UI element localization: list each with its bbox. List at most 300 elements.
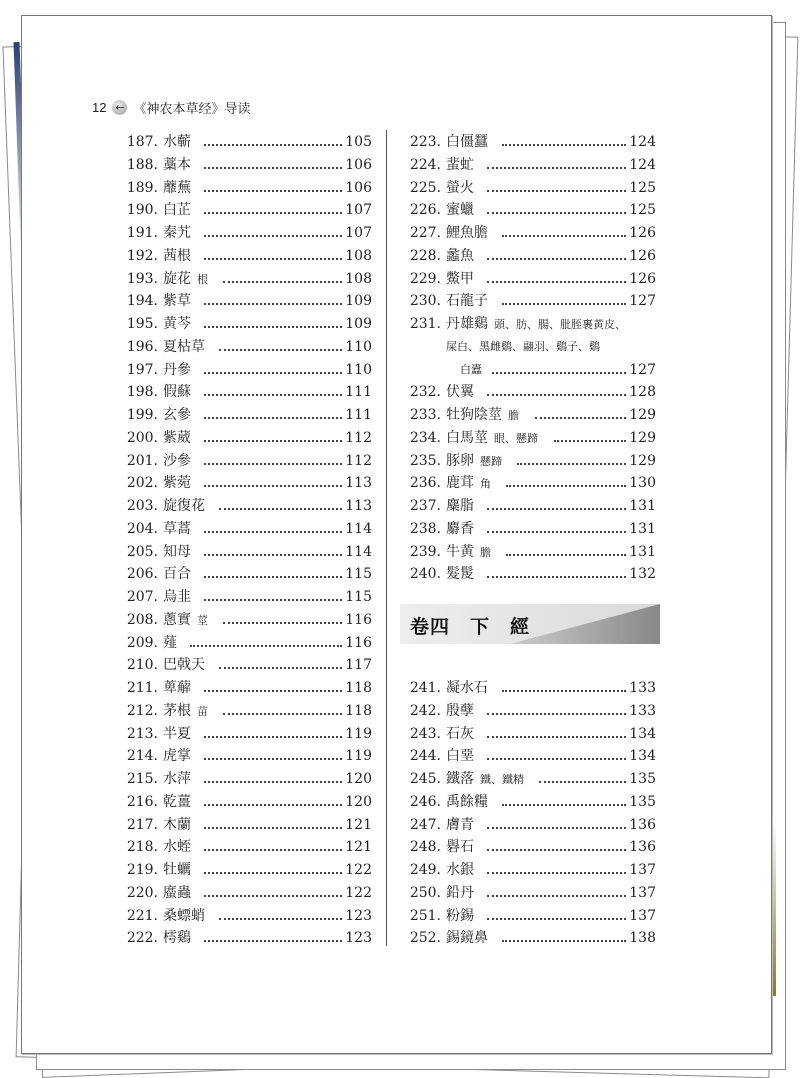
entry-number: 213. [126, 725, 158, 742]
entry-title: 虎掌 [163, 748, 191, 765]
entry-page: 112 [345, 429, 372, 446]
entry-title: 黄芩 [163, 316, 191, 332]
entry-number: 202. [126, 475, 158, 492]
toc-entry-continued[interactable] [0, 360, 800, 380]
entry-number: 240. [409, 566, 441, 583]
entry-page: 131 [629, 543, 656, 560]
entry-name [446, 883, 474, 903]
entry-title: 牡蠣 [163, 862, 191, 878]
toc-entry[interactable] [0, 678, 800, 698]
toc-entry[interactable] [0, 132, 800, 152]
entry-title: 殷孽 [446, 702, 474, 719]
dot-leader [506, 485, 626, 487]
entry-page: 135 [629, 793, 656, 810]
entry-page: 137 [629, 862, 656, 878]
entry-name [446, 451, 502, 472]
entry-name [446, 769, 524, 790]
entry-number: 252. [409, 930, 441, 947]
entry-title: 沙參 [163, 452, 191, 469]
entry-number: 203. [126, 498, 158, 514]
entry-page: 108 [345, 247, 372, 264]
dot-leader [492, 372, 626, 374]
entry-number: 206. [126, 566, 158, 583]
entry-title: 螢火 [446, 179, 474, 196]
entry-page: 112 [345, 452, 372, 469]
entry-note: 苗 [197, 704, 208, 718]
entry-page: 131 [629, 520, 656, 537]
toc-entry[interactable] [0, 223, 800, 243]
entry-page: 129 [629, 452, 656, 469]
entry-title: 牛黄 [446, 543, 474, 560]
entry-name [446, 496, 474, 516]
entry-number: 243. [409, 725, 441, 742]
entry-name [446, 246, 474, 266]
book-title: 《神农本草经》导读 [133, 102, 251, 117]
entry-number: 210. [126, 657, 158, 674]
entry-name [446, 542, 491, 563]
dot-leader [502, 235, 627, 237]
dot-leader [502, 303, 627, 305]
entry-page: 137 [629, 907, 656, 924]
toc-entry[interactable] [0, 200, 800, 220]
entry-title: 石龍子 [446, 293, 488, 310]
dot-leader [487, 212, 626, 214]
entry-name [446, 678, 488, 698]
entry-title: 麝香 [446, 520, 474, 537]
entry-title: 假蘇 [163, 384, 191, 401]
dot-leader [487, 258, 626, 260]
entry-name [446, 132, 488, 152]
entry-title: 蠡魚 [446, 247, 474, 264]
entry-page: 123 [345, 907, 372, 924]
entry-title: 蜜蠟 [446, 202, 474, 219]
entry-page: 127 [629, 361, 656, 378]
toc-entry[interactable] [0, 701, 800, 721]
entry-name [163, 587, 191, 607]
entry-title: 白芷 [163, 202, 191, 219]
entry-page: 107 [345, 225, 372, 241]
dot-leader [223, 622, 342, 624]
entry-number: 227. [409, 225, 441, 241]
entry-title: 水銀 [446, 862, 474, 878]
dot-leader [487, 918, 626, 920]
entry-title: 蘼蕪 [163, 179, 191, 196]
toc-entry[interactable] [0, 178, 800, 198]
entry-number: 197. [126, 361, 158, 378]
entry-title: 白堊 [446, 748, 474, 765]
dot-leader [487, 849, 626, 851]
entry-name [446, 701, 474, 721]
entry-name [446, 178, 474, 198]
entry-note: 眼、懸蹄 [494, 431, 538, 445]
entry-page: 125 [629, 202, 656, 219]
dot-leader [487, 576, 626, 578]
entry-number: 200. [126, 429, 158, 446]
entry-title: 錫鏡鼻 [446, 930, 488, 947]
entry-title: 鹿茸 [446, 475, 474, 492]
entry-title: 秦艽 [163, 225, 191, 241]
entry-page: 110 [345, 361, 372, 378]
entry-number: 233. [409, 407, 441, 423]
page-header [92, 98, 250, 117]
entry-number: 230. [409, 293, 441, 310]
entry-number: 187. [126, 134, 158, 150]
entry-note: 膽 [508, 409, 519, 422]
entry-page: 134 [629, 748, 656, 765]
entry-page: 129 [629, 429, 656, 446]
entry-page: 120 [345, 793, 372, 810]
entry-page: 119 [345, 748, 372, 765]
entry-page: 106 [345, 156, 372, 173]
entry-title: 草蒿 [163, 520, 191, 537]
entry-number: 188. [126, 156, 158, 173]
entry-page: 105 [345, 134, 372, 150]
entry-number: 245. [409, 771, 441, 787]
entry-number: 220. [126, 884, 158, 901]
entry-title: 旋復花 [163, 498, 205, 514]
entry-name [446, 564, 474, 584]
dot-leader [219, 349, 343, 351]
entry-number: 204. [126, 520, 158, 537]
entry-number: 250. [409, 884, 441, 901]
entry-number: 229. [409, 270, 441, 287]
entry-title: 丹雄鷄 [446, 316, 488, 332]
entry-page: 121 [345, 839, 372, 856]
entry-title: 萆薢 [163, 680, 191, 696]
entry-title: 禹餘糧 [446, 793, 488, 810]
entry-note-continued: 白蠹 [460, 362, 482, 376]
entry-name [446, 405, 519, 426]
entry-title: 蜚虻 [446, 156, 474, 173]
toc-entry[interactable] [0, 928, 800, 948]
entry-name [446, 314, 626, 335]
dot-leader [487, 713, 626, 715]
entry-title: 水蛭 [163, 839, 191, 856]
dot-leader [487, 872, 626, 874]
section-header-decoration [510, 604, 660, 644]
entry-page: 118 [345, 702, 372, 719]
entry-page: 124 [629, 156, 656, 173]
entry-title: 豚卵 [446, 452, 474, 469]
entry-name [446, 746, 474, 766]
entry-number: 246. [409, 793, 441, 810]
toc-entry[interactable] [0, 428, 800, 448]
entry-number: 207. [126, 589, 158, 605]
entry-number: 211. [126, 680, 158, 696]
entry-page: 114 [345, 520, 372, 537]
dot-leader [487, 531, 626, 533]
entry-number: 236. [409, 475, 441, 492]
entry-page: 128 [629, 384, 656, 401]
entry-name [446, 428, 538, 449]
entry-number: 248. [409, 839, 441, 856]
dot-leader [517, 463, 626, 465]
entry-page: 115 [345, 566, 372, 583]
entry-page: 121 [345, 816, 372, 833]
toc-entry[interactable] [0, 473, 800, 493]
entry-number: 214. [126, 748, 158, 765]
entry-number: 231. [409, 316, 441, 332]
entry-page: 134 [629, 725, 656, 742]
entry-title: 鐵落 [446, 771, 474, 787]
entry-title: 水萍 [163, 771, 191, 787]
entry-name [446, 837, 474, 857]
entry-page: 138 [629, 930, 656, 947]
section-header [400, 604, 660, 644]
dot-leader [487, 190, 626, 192]
toc-entry[interactable] [0, 246, 800, 266]
entry-title: 粉錫 [446, 907, 474, 924]
toc-entry[interactable] [0, 337, 800, 357]
entry-title: 麋脂 [446, 498, 474, 514]
entry-page: 119 [345, 725, 372, 742]
toc-entry[interactable] [0, 496, 800, 516]
entry-name [446, 519, 474, 539]
entry-number: 212. [126, 702, 158, 719]
toc-entry[interactable] [0, 860, 800, 880]
page-number: 12 [92, 100, 107, 115]
toc-entry[interactable] [0, 269, 800, 289]
entry-page: 129 [629, 407, 656, 423]
entry-number: 225. [409, 179, 441, 196]
entry-title: 烏韭 [163, 589, 191, 605]
entry-page: 132 [629, 566, 656, 583]
entry-page: 106 [345, 179, 372, 196]
entry-title: 石灰 [446, 725, 474, 742]
entry-number: 244. [409, 748, 441, 765]
entry-page: 123 [345, 930, 372, 947]
toc-entry[interactable] [0, 291, 800, 311]
dot-leader [502, 690, 627, 692]
entry-number: 191. [126, 225, 158, 241]
dot-leader [487, 167, 626, 169]
entry-title: 紫草 [163, 293, 191, 310]
entry-title: 半夏 [163, 725, 191, 742]
entry-title: 玄參 [163, 407, 191, 423]
entry-page: 136 [629, 839, 656, 856]
entry-title: 旋花 [163, 270, 191, 287]
entry-title: 牡狗陰莖 [446, 407, 502, 423]
entry-page: 116 [345, 634, 372, 651]
entry-page: 122 [345, 862, 372, 878]
entry-name [446, 200, 474, 220]
entry-number: 223. [409, 134, 441, 150]
entry-title: 薤 [163, 634, 177, 651]
entry-number: 234. [409, 429, 441, 446]
dot-leader [487, 827, 626, 829]
entry-title: 紫葳 [163, 429, 191, 446]
entry-number: 195. [126, 316, 158, 332]
dot-leader [502, 804, 627, 806]
dot-leader [506, 554, 626, 556]
entry-name [163, 655, 205, 675]
dot-leader [190, 645, 343, 647]
entry-title: 樗鷄 [163, 930, 191, 947]
entry-number: 192. [126, 247, 158, 264]
entry-number: 235. [409, 452, 441, 469]
entry-title: 木蘭 [163, 816, 191, 833]
entry-page: 127 [629, 293, 656, 310]
toc-entry[interactable] [0, 724, 800, 744]
entry-title: 白馬莖 [446, 429, 488, 446]
toc-entry[interactable] [0, 382, 800, 402]
entry-note-continued: 屎白、黑雌鷄、翮羽、鷄子、鷄 [446, 339, 600, 353]
entry-page: 111 [345, 384, 372, 401]
entry-note: 角 [480, 477, 491, 491]
entry-name [446, 269, 474, 289]
entry-number: 201. [126, 452, 158, 469]
entry-title: 茅根 [163, 702, 191, 719]
entry-page: 117 [345, 657, 372, 674]
entry-name [446, 906, 474, 926]
toc-entry[interactable] [0, 815, 800, 835]
entry-number: 222. [126, 930, 158, 947]
dot-leader [539, 781, 626, 783]
entry-title: 百合 [163, 566, 191, 583]
entry-number: 199. [126, 407, 158, 423]
entry-name [446, 382, 474, 402]
entry-number: 226. [409, 202, 441, 219]
entry-title: 夏枯草 [163, 338, 205, 355]
entry-number: 196. [126, 338, 158, 355]
entry-title: 白僵蠶 [446, 134, 488, 150]
entry-name [163, 633, 177, 653]
entry-page: 136 [629, 816, 656, 833]
entry-title: 鉛丹 [446, 884, 474, 901]
entry-number: 221. [126, 907, 158, 924]
entry-name [446, 223, 488, 243]
entry-name [163, 337, 205, 357]
entry-title: 藁本 [163, 156, 191, 173]
entry-number: 224. [409, 156, 441, 173]
entry-name [446, 815, 474, 835]
entry-name [163, 610, 208, 631]
entry-page: 125 [629, 179, 656, 196]
entry-page: 122 [345, 884, 372, 901]
entry-title: 知母 [163, 543, 191, 560]
entry-number: 217. [126, 816, 158, 833]
toc-entry[interactable] [0, 883, 800, 903]
entry-page: 130 [629, 475, 656, 492]
entry-number: 208. [126, 611, 158, 628]
entry-page: 109 [345, 293, 372, 310]
dot-leader [487, 281, 626, 283]
entry-number: 194. [126, 293, 158, 310]
entry-page: 120 [345, 771, 372, 787]
toc-entry[interactable] [0, 906, 800, 926]
entry-page: 108 [345, 270, 372, 287]
entry-title: 髮髲 [446, 566, 474, 583]
toc-entry[interactable] [0, 405, 800, 425]
toc-entry[interactable] [0, 155, 800, 175]
arrow-left-icon[interactable]: ← [112, 100, 127, 115]
entry-name [446, 473, 491, 494]
dot-leader [204, 599, 342, 601]
entry-number: 228. [409, 247, 441, 264]
toc-entry[interactable] [0, 564, 800, 584]
entry-title: 水蘄 [163, 134, 191, 150]
entry-title: 桑螵蛸 [163, 907, 205, 924]
entry-note: 鐵、鐵精 [480, 773, 524, 786]
entry-number: 251. [409, 907, 441, 924]
toc-entry[interactable] [0, 519, 800, 539]
entry-number: 232. [409, 384, 441, 401]
toc-entry[interactable] [0, 542, 800, 562]
entry-page: 111 [345, 407, 372, 423]
entry-title: 丹參 [163, 361, 191, 378]
toc-entry[interactable] [0, 769, 800, 789]
toc-entry[interactable] [0, 314, 800, 334]
entry-title: 䗪蟲 [163, 884, 191, 901]
entry-number: 215. [126, 771, 158, 787]
entry-number: 239. [409, 543, 441, 560]
dot-leader [502, 144, 627, 146]
entry-page: 131 [629, 498, 656, 514]
entry-page: 115 [345, 589, 372, 605]
entry-name [446, 291, 488, 311]
toc-entry[interactable] [0, 746, 800, 766]
entry-page: 126 [629, 247, 656, 264]
dot-leader [487, 736, 626, 738]
entry-page: 126 [629, 225, 656, 241]
entry-note: 頭、肪、腸、肶胵裹黄皮、 [494, 318, 626, 331]
entry-note: 膽 [480, 545, 491, 559]
entry-page: 107 [345, 202, 372, 219]
entry-title: 紫菀 [163, 475, 191, 492]
entry-number: 241. [409, 680, 441, 696]
entry-title: 鱉甲 [446, 270, 474, 287]
toc-entry[interactable] [0, 451, 800, 471]
entry-number: 218. [126, 839, 158, 856]
dot-leader [487, 394, 626, 396]
toc-entry[interactable] [0, 655, 800, 675]
dot-leader [487, 508, 626, 510]
dot-leader [219, 667, 343, 669]
entry-name [446, 928, 488, 948]
entry-title: 乾薑 [163, 793, 191, 810]
entry-page: 116 [345, 611, 372, 628]
entry-page: 133 [629, 702, 656, 719]
toc-entry[interactable] [0, 837, 800, 857]
entry-title: 伏翼 [446, 384, 474, 401]
entry-page: 114 [345, 543, 372, 560]
entry-number: 189. [126, 179, 158, 196]
entry-page: 124 [629, 134, 656, 150]
entry-title: 蔥實 [163, 611, 191, 628]
entry-number: 219. [126, 862, 158, 878]
section-title: 卷四 下 經 [410, 616, 531, 638]
entry-note: 莖 [197, 613, 208, 627]
entry-page: 118 [345, 680, 372, 696]
entry-number: 238. [409, 520, 441, 537]
entry-note: 懸蹄 [480, 454, 502, 468]
entry-number: 205. [126, 543, 158, 560]
entry-name [446, 724, 474, 744]
toc-entry[interactable] [0, 792, 800, 812]
entry-number: 242. [409, 702, 441, 719]
entry-name [446, 860, 474, 880]
dot-leader [502, 940, 627, 942]
entry-title: 膚青 [446, 816, 474, 833]
entry-page: 137 [629, 884, 656, 901]
entry-number: 216. [126, 793, 158, 810]
entry-number: 237. [409, 498, 441, 514]
entry-title: 礜石 [446, 839, 474, 856]
entry-page: 110 [345, 338, 372, 355]
entry-page: 113 [345, 498, 372, 514]
entry-number: 209. [126, 634, 158, 651]
entry-page: 135 [629, 771, 656, 787]
